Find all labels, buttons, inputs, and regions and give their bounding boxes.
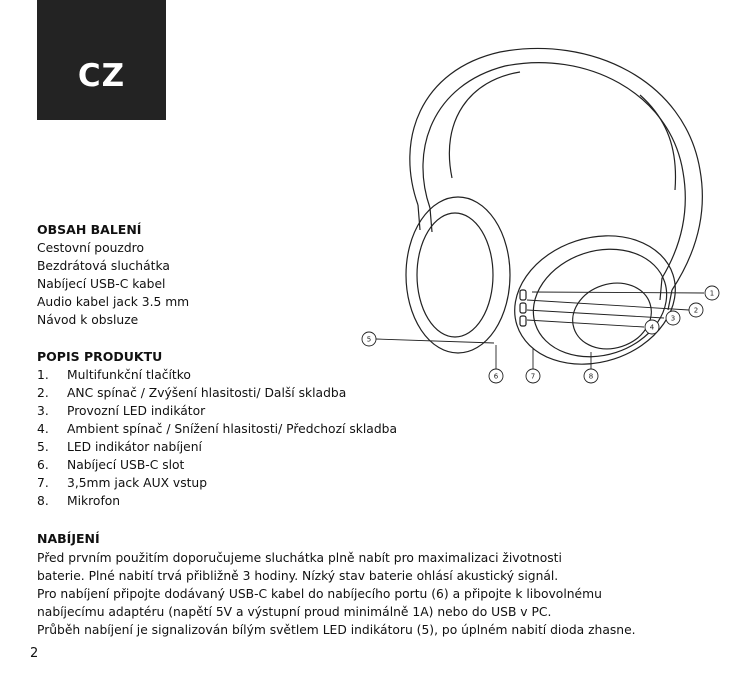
headphones-illustration <box>340 40 740 390</box>
callout-label-8: 8 <box>588 372 594 381</box>
product-item: 6. Nabíjecí USB-C slot <box>37 458 185 472</box>
product-item: 4. Ambient spínač / Snížení hlasitosti/ Předchozí skladba <box>37 422 397 436</box>
callout-label-7: 7 <box>530 372 536 381</box>
charging-line: Před prvním použitím doporučujeme sluchátka plně nabít pro maximalizaci životnosti <box>37 551 562 565</box>
callout-label-1: 1 <box>709 289 715 298</box>
headband-outer <box>410 48 703 290</box>
product-item: 8. Mikrofon <box>37 494 121 508</box>
language-code: CZ <box>77 58 126 94</box>
callout-label-3: 3 <box>670 314 676 323</box>
left-earcup <box>406 197 510 353</box>
charging-title: NABÍJENÍ <box>37 531 100 546</box>
right-earcup <box>498 216 692 385</box>
contents-item: Audio kabel jack 3.5 mm <box>37 295 190 309</box>
product-item: 5. LED indikátor nabíjení <box>37 440 202 454</box>
headband-inner <box>423 63 685 278</box>
product-title: POPIS PRODUKTU <box>37 349 163 364</box>
language-tab <box>37 0 166 120</box>
product-item: 7. 3,5mm jack AUX vstup <box>37 476 208 490</box>
product-list <box>37 366 397 510</box>
charging-line: nabíjecímu adaptéru (napětí 5V a výstupní proud minimálně 1A) nebo do USB v PC. <box>37 605 552 619</box>
callout-label-2: 2 <box>693 306 699 315</box>
callout-label-5: 5 <box>366 335 372 344</box>
contents-item: Návod k obsluze <box>37 313 139 327</box>
product-item: 2. ANC spínač / Zvýšení hlasitosti/ Další skladba <box>37 386 347 400</box>
product-item: 3. Provozní LED indikátor <box>37 404 206 418</box>
contents-list <box>37 239 189 329</box>
contents-title: OBSAH BALENÍ <box>37 222 142 237</box>
contents-item: Bezdrátová sluchátka <box>37 259 170 273</box>
charging-line: Průběh nabíjení je signalizován bílým světlem LED indikátoru (5), po úplném nabití dioda zhasne. <box>37 623 636 637</box>
product-item: 1. Multifunkční tlačítko <box>37 368 191 382</box>
contents-item: Cestovní pouzdro <box>37 241 144 255</box>
page-number: 2 <box>30 646 39 661</box>
charging-paragraph <box>37 549 737 639</box>
contents-item: Nabíjecí USB-C kabel <box>37 277 166 291</box>
callout-label-6: 6 <box>493 372 499 381</box>
charging-line: Pro nabíjení připojte dodávaný USB-C kabel do nabíjecího portu (6) a připojte k libovolnému <box>37 587 602 601</box>
callout-label-4: 4 <box>649 323 655 332</box>
charging-line: baterie. Plné nabití trvá přibližně 3 hodiny. Nízký stav baterie ohlásí akustický signál. <box>37 569 559 583</box>
